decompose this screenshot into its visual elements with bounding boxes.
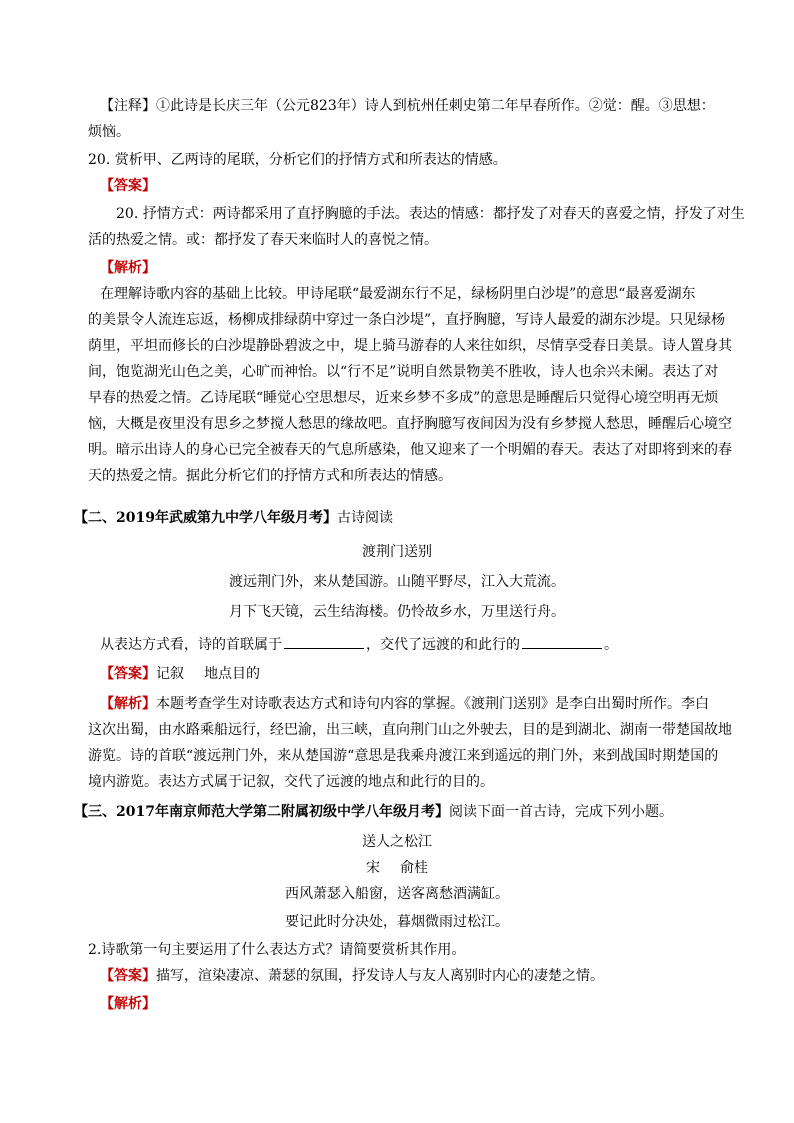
sec2-analysis-text: 本题考查学生对诗歌表达方式和诗句内容的掌握。《渡荆门送别》是李白出蜀时所作。李白 bbox=[156, 696, 709, 712]
poem-dynasty: 宋 bbox=[366, 860, 380, 876]
sec2-answer-a: 记叙 bbox=[156, 666, 184, 682]
poem-title: 渡荆门送别 bbox=[362, 544, 432, 560]
sec2-question-part: ，交代了远渡的和此行的 bbox=[366, 637, 520, 653]
q20-analysis-tag: 【解析】 bbox=[100, 260, 156, 276]
q20-analysis-line: 天的热爱之情。据此分析它们的抒情方式和所表达的情感。 bbox=[88, 468, 452, 484]
q20-analysis-line: 恼，大概是夜里没有思乡之梦搅人愁思的缘故吧。直抒胸臆写夜间因为没有乡梦搅人愁思，睡醒后心境空 bbox=[88, 416, 732, 432]
poem-title: 送人之松江 bbox=[362, 834, 432, 850]
section-2-heading bbox=[74, 508, 393, 528]
sec2-answer bbox=[100, 664, 260, 684]
poem-line: 要记此时分决处，暮烟微雨过松江。 bbox=[285, 914, 509, 930]
poem-line: 西风萧瑟入船窗，送客离愁酒满缸。 bbox=[285, 886, 509, 902]
sec2-analysis-line-1 bbox=[100, 694, 709, 714]
poem-author-line bbox=[0, 858, 794, 878]
poem-line: 月下飞天镜，云生结海楼。仍怜故乡水，万里送行舟。 bbox=[229, 604, 565, 620]
sec2-question bbox=[100, 634, 618, 654]
sec3-question: 2.诗歌第一句主要运用了什么表达方式？请简要赏析其作用。 bbox=[88, 942, 466, 958]
note-text: ①此诗是长庆三年（公元823年）诗人到杭州任刺史第二年早春所作。②觉：醒。③思想： bbox=[156, 98, 715, 114]
sec2-analysis-tag: 【解析】 bbox=[100, 696, 156, 712]
note-line-2: 烦恼。 bbox=[88, 124, 130, 140]
note-line-1 bbox=[100, 96, 715, 116]
fill-blank[interactable] bbox=[522, 634, 602, 649]
sec2-answer-tag: 【答案】 bbox=[100, 666, 156, 682]
poem-author: 俞桂 bbox=[400, 860, 428, 876]
q20-answer-line-1: 20. 抒情方式：两诗都采用了直抒胸臆的手法。表达的情感：都抒发了对春天的喜爱之情，抒发了对生 bbox=[116, 206, 745, 222]
fill-blank[interactable] bbox=[284, 634, 364, 649]
note-tag: 【注释】 bbox=[100, 98, 156, 114]
section-3-subtitle: 阅读下面一首古诗，完成下列小题。 bbox=[448, 804, 673, 820]
sec2-analysis-line: 游览。诗的首联“渡远荆门外，来从楚国游“意思是我乘舟渡江来到遥远的荆门外，来到战国时期楚国的 bbox=[88, 748, 719, 764]
q20-analysis-line: 荫里，平坦而修长的白沙堤静卧碧波之中，堤上骑马游春的人来往如织，尽情享受春日美景。诗人置身其 bbox=[88, 338, 732, 354]
q20-analysis-line: 在理解诗歌内容的基础上比较。甲诗尾联“最爱湖东行不足，绿杨阴里白沙堤”的意思“最喜爱湖东 bbox=[100, 286, 696, 302]
section-3-title: 【三、2017年南京师范大学第二附属初级中学八年级月考】 bbox=[74, 804, 449, 820]
section-2-title: 【二、2019年武威第九中学八年级月考】 bbox=[74, 510, 337, 526]
sec3-analysis-tag: 【解析】 bbox=[100, 996, 156, 1012]
q20-answer-tag: 【答案】 bbox=[100, 178, 156, 194]
section-2-subtitle: 古诗阅读 bbox=[336, 510, 393, 526]
sec2-analysis-line: 境内游览。表达方式属于记叙，交代了远渡的地点和此行的目的。 bbox=[88, 774, 494, 790]
q20-analysis-line: 的美景令人流连忘返，杨柳成排绿荫中穿过一条白沙堤”，直抒胸臆，写诗人最爱的湖东沙堤。只见绿杨 bbox=[88, 312, 726, 328]
q20-analysis-line: 明。暗示出诗人的身心已完全被春天的气息所感染，他又迎来了一个明媚的春天。表达了对即将到来的春 bbox=[88, 442, 732, 458]
sec2-question-part: 从表达方式看，诗的首联属于 bbox=[100, 637, 282, 653]
sec2-answer-b: 地点目的 bbox=[204, 666, 260, 682]
sec3-answer-tag: 【答案】 bbox=[100, 968, 156, 984]
section-3-heading bbox=[74, 802, 673, 822]
sec3-answer bbox=[100, 966, 604, 986]
sec2-analysis-line: 这次出蜀，由水路乘船远行，经巴渝，出三峡，直向荆门山之外驶去，目的是到湖北、湖南一带楚国故地 bbox=[88, 722, 732, 738]
q20-analysis-line: 早春的热爱之情。乙诗尾联“睡觉心空思想尽，近来乡梦不多成”的意思是睡醒后只觉得心境空明再无烦 bbox=[88, 390, 719, 406]
sec3-answer-text: 描写，渲染凄凉、萧瑟的氛围，抒发诗人与友人离别时内心的凄楚之情。 bbox=[156, 968, 604, 984]
question-20: 20. 赏析甲、乙两诗的尾联，分析它们的抒情方式和所表达的情感。 bbox=[88, 152, 507, 168]
sec2-question-part: 。 bbox=[604, 637, 618, 653]
poem-line: 渡远荆门外，来从楚国游。山随平野尽，江入大荒流。 bbox=[229, 574, 565, 590]
q20-analysis-line: 间，饱览湖光山色之美，心旷而神怡。以“行不足”说明自然景物美不胜收，诗人也余兴未阑。表达了对 bbox=[88, 364, 719, 380]
q20-answer-line-2: 活的热爱之情。或：都抒发了春天来临时人的喜悦之情。 bbox=[88, 232, 438, 248]
